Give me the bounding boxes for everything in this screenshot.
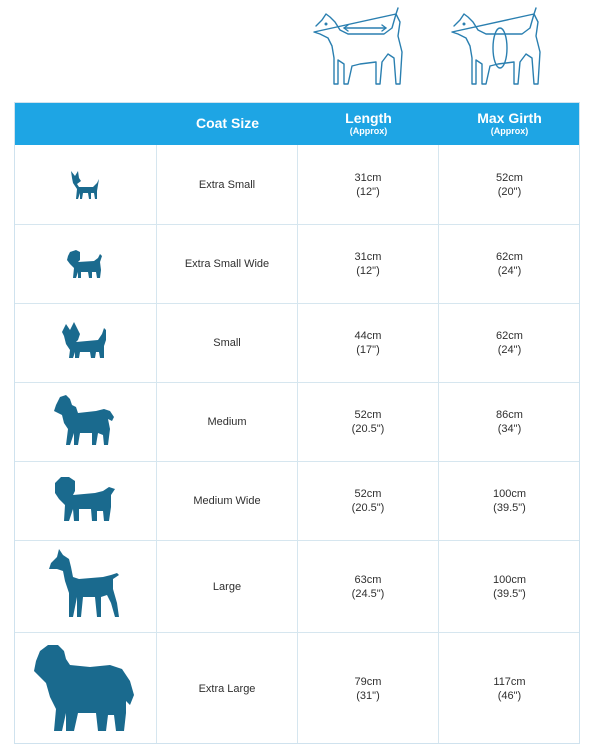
girth-cell — [439, 633, 580, 744]
table-row — [14, 304, 580, 382]
length-cell — [298, 145, 439, 224]
girth-in: (39.5") — [493, 587, 526, 600]
length-cell — [298, 383, 439, 461]
length-cell — [298, 633, 439, 744]
length-in: (20.5") — [351, 423, 385, 435]
newfoundland-silhouette-icon — [14, 633, 157, 744]
coat-size-cell — [157, 304, 298, 382]
girth-cm: 52cm — [496, 171, 523, 184]
header-girth — [439, 102, 580, 145]
header-coat-size-label: Coat Size — [195, 115, 259, 131]
girth-cell — [439, 383, 580, 461]
coat-size-cell — [157, 462, 298, 540]
coat-size-label: Extra Small Wide — [184, 258, 270, 270]
terrier-silhouette-icon — [14, 304, 157, 382]
coat-size-cell — [157, 145, 298, 224]
girth-cm: 62cm — [496, 251, 523, 263]
girth-cm: 117cm — [493, 675, 526, 688]
length-in: (31") — [356, 689, 380, 702]
coat-size-cell — [157, 225, 298, 303]
coat-size-label: Medium Wide — [193, 495, 261, 507]
length-cell — [298, 462, 439, 540]
header-coat-size — [157, 102, 298, 145]
table-row — [14, 633, 580, 744]
length-cm: 31cm — [354, 251, 382, 263]
girth-in: (34") — [497, 423, 522, 435]
length-cm: 63cm — [354, 573, 382, 586]
collie-silhouette-icon — [14, 383, 157, 461]
girth-cell — [439, 541, 580, 632]
table-header — [14, 102, 580, 145]
length-cell — [298, 225, 439, 303]
girth-in: (24") — [497, 344, 522, 356]
length-in: (24.5") — [351, 587, 385, 600]
girth-cell — [439, 225, 580, 303]
dog-length-diagram-icon — [308, 2, 412, 92]
girth-cell — [439, 462, 580, 540]
chihuahua-silhouette-icon — [14, 145, 157, 224]
girth-cm: 62cm — [496, 330, 523, 342]
size-chart-table — [14, 102, 580, 744]
girth-cell — [439, 304, 580, 382]
header-girth-label: Max Girth — [477, 110, 542, 126]
length-in: (20.5") — [351, 502, 385, 514]
pug-silhouette-icon — [14, 225, 157, 303]
doberman-silhouette-icon — [14, 541, 157, 632]
coat-size-cell — [157, 541, 298, 632]
coat-size-label: Medium — [207, 416, 247, 428]
coat-size-cell — [157, 633, 298, 744]
header-length-note: (Approx) — [349, 126, 388, 136]
length-cm: 31cm — [354, 171, 382, 184]
girth-in: (39.5") — [493, 502, 526, 514]
header-girth-note: (Approx) — [490, 126, 529, 136]
length-cm: 44cm — [354, 330, 382, 342]
coat-size-label: Small — [213, 337, 241, 349]
girth-cm: 100cm — [492, 488, 527, 500]
length-cell — [298, 541, 439, 632]
length-in: (12") — [356, 185, 380, 198]
coat-size-cell — [157, 383, 298, 461]
table-row — [14, 462, 580, 540]
header-length — [298, 102, 439, 145]
header-length-label: Length — [345, 110, 392, 126]
coat-size-label: Large — [212, 580, 242, 593]
length-in: (12") — [356, 265, 380, 277]
bulldog-silhouette-icon — [14, 462, 157, 540]
girth-cell — [439, 145, 580, 224]
coat-size-label: Extra Large — [198, 682, 256, 695]
table-row — [14, 225, 580, 303]
length-in: (17") — [356, 344, 380, 356]
length-cm: 52cm — [354, 409, 382, 421]
girth-cm: 86cm — [496, 409, 523, 421]
girth-cm: 100cm — [492, 573, 527, 586]
table-row — [14, 383, 580, 461]
length-cm: 52cm — [354, 488, 382, 500]
girth-in: (46") — [497, 689, 522, 702]
table-row — [14, 541, 580, 632]
girth-in: (20") — [497, 185, 522, 198]
dog-girth-diagram-icon — [446, 2, 550, 92]
girth-in: (24") — [497, 265, 522, 277]
coat-size-label: Extra Small — [198, 178, 256, 191]
length-cell — [298, 304, 439, 382]
table-row — [14, 145, 580, 224]
length-cm: 79cm — [354, 675, 382, 688]
